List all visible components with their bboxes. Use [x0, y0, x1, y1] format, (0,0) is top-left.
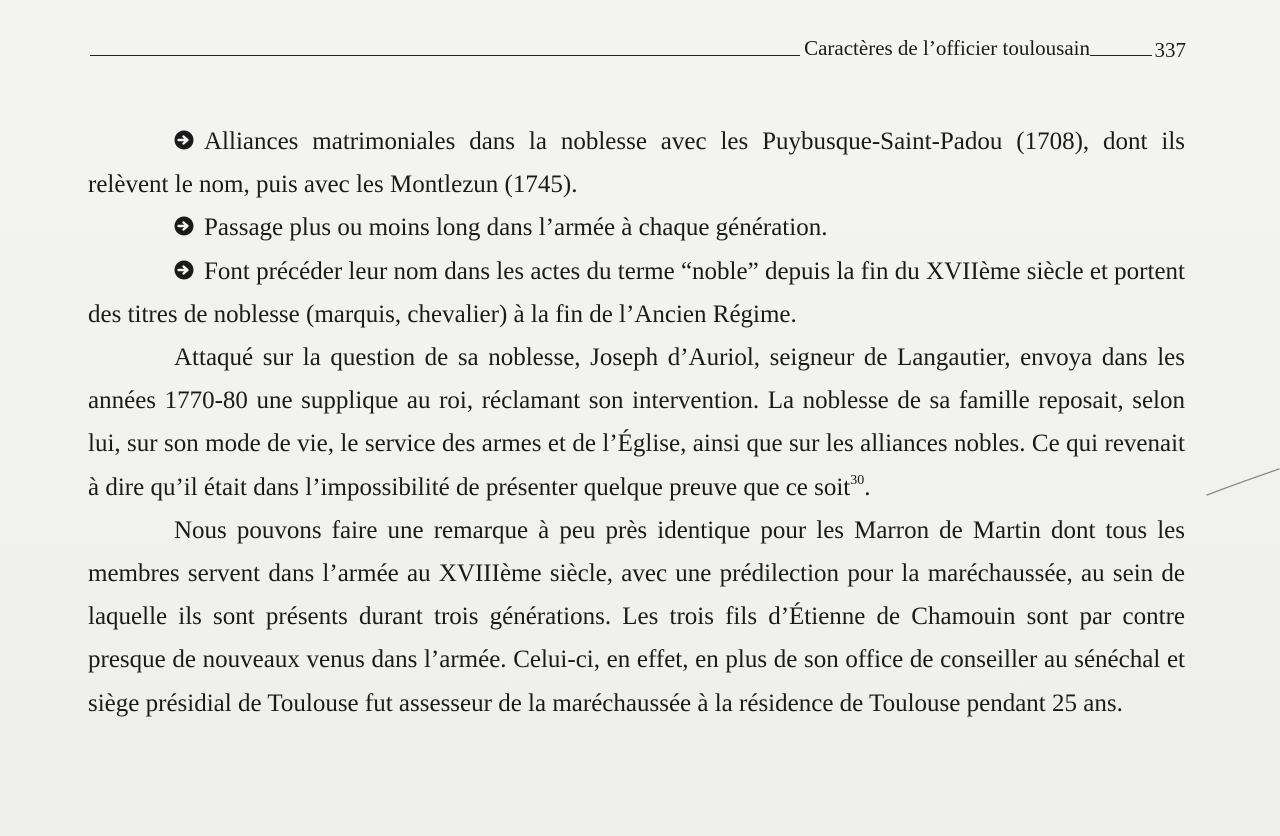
paragraph-2: [88, 509, 1185, 725]
bullet-text-1: Alliances matrimoniales dans la noblesse avec les Puybusque-Saint-Padou (1708), dont ils relèvent le nom, puis avec les Montlezun (1745).: [88, 128, 1185, 199]
bullet-text-2: Passage plus ou moins long dans l’armée à chaque génération.: [204, 214, 828, 242]
circled-right-arrow-icon: [174, 130, 194, 150]
bullet-item-3: [88, 250, 1185, 336]
circled-right-arrow-icon: [174, 216, 194, 236]
paragraph-2-text: Nous pouvons faire une remarque à peu près identique pour les Marron de Martin dont tous les membres servent dans l’armée au XVIIIème siècle, avec une prédilection pour la maréchaussée, au sein de laquelle ils sont présents durant trois générations. Les trois fils d’Étienne de Chamouin sont par contre presque de nouveaux venus dans l’armée. Celui-ci, en effet, en plus de son office de conseiller au sénéchal et siège présidial de Toulouse fut assesseur de la maréchaussée à la résidence de Toulouse pendant 25 ans.: [88, 516, 1185, 717]
pen-mark-decoration: [1205, 466, 1280, 498]
paragraph-1: [88, 336, 1185, 509]
body-text: [88, 120, 1185, 725]
bullet-item-2: [88, 206, 1185, 249]
bullet-text-3: Font précéder leur nom dans les actes du terme “noble” depuis la fin du XVIIème siècle et portent des titres de noblesse (marquis, chevalier) à la fin de l’Ancien Régime.: [88, 257, 1185, 328]
page-number: 337: [1154, 38, 1186, 62]
page-header: [90, 36, 1186, 66]
paragraph-1-end: .: [864, 473, 871, 501]
bullet-item-1: [88, 120, 1185, 206]
running-title: Caractères de l’officier toulousain: [800, 36, 1090, 60]
paragraph-1-text: Attaqué sur la question de sa noblesse, Joseph d’Auriol, seigneur de Langautier, envoya dans les années 1770-80 une supplique au roi, réclamant son intervention. La noblesse de sa famille reposait, selon lui, sur son mode de vie, le service des armes et de l’Église, ainsi que sur les alliances nobles. Ce qui revenait à dire qu’il était dans l’impossibilité de présenter quelque preuve que ce soit: [88, 344, 1185, 501]
circled-right-arrow-icon: [174, 260, 194, 280]
footnote-reference: 30: [850, 472, 865, 488]
